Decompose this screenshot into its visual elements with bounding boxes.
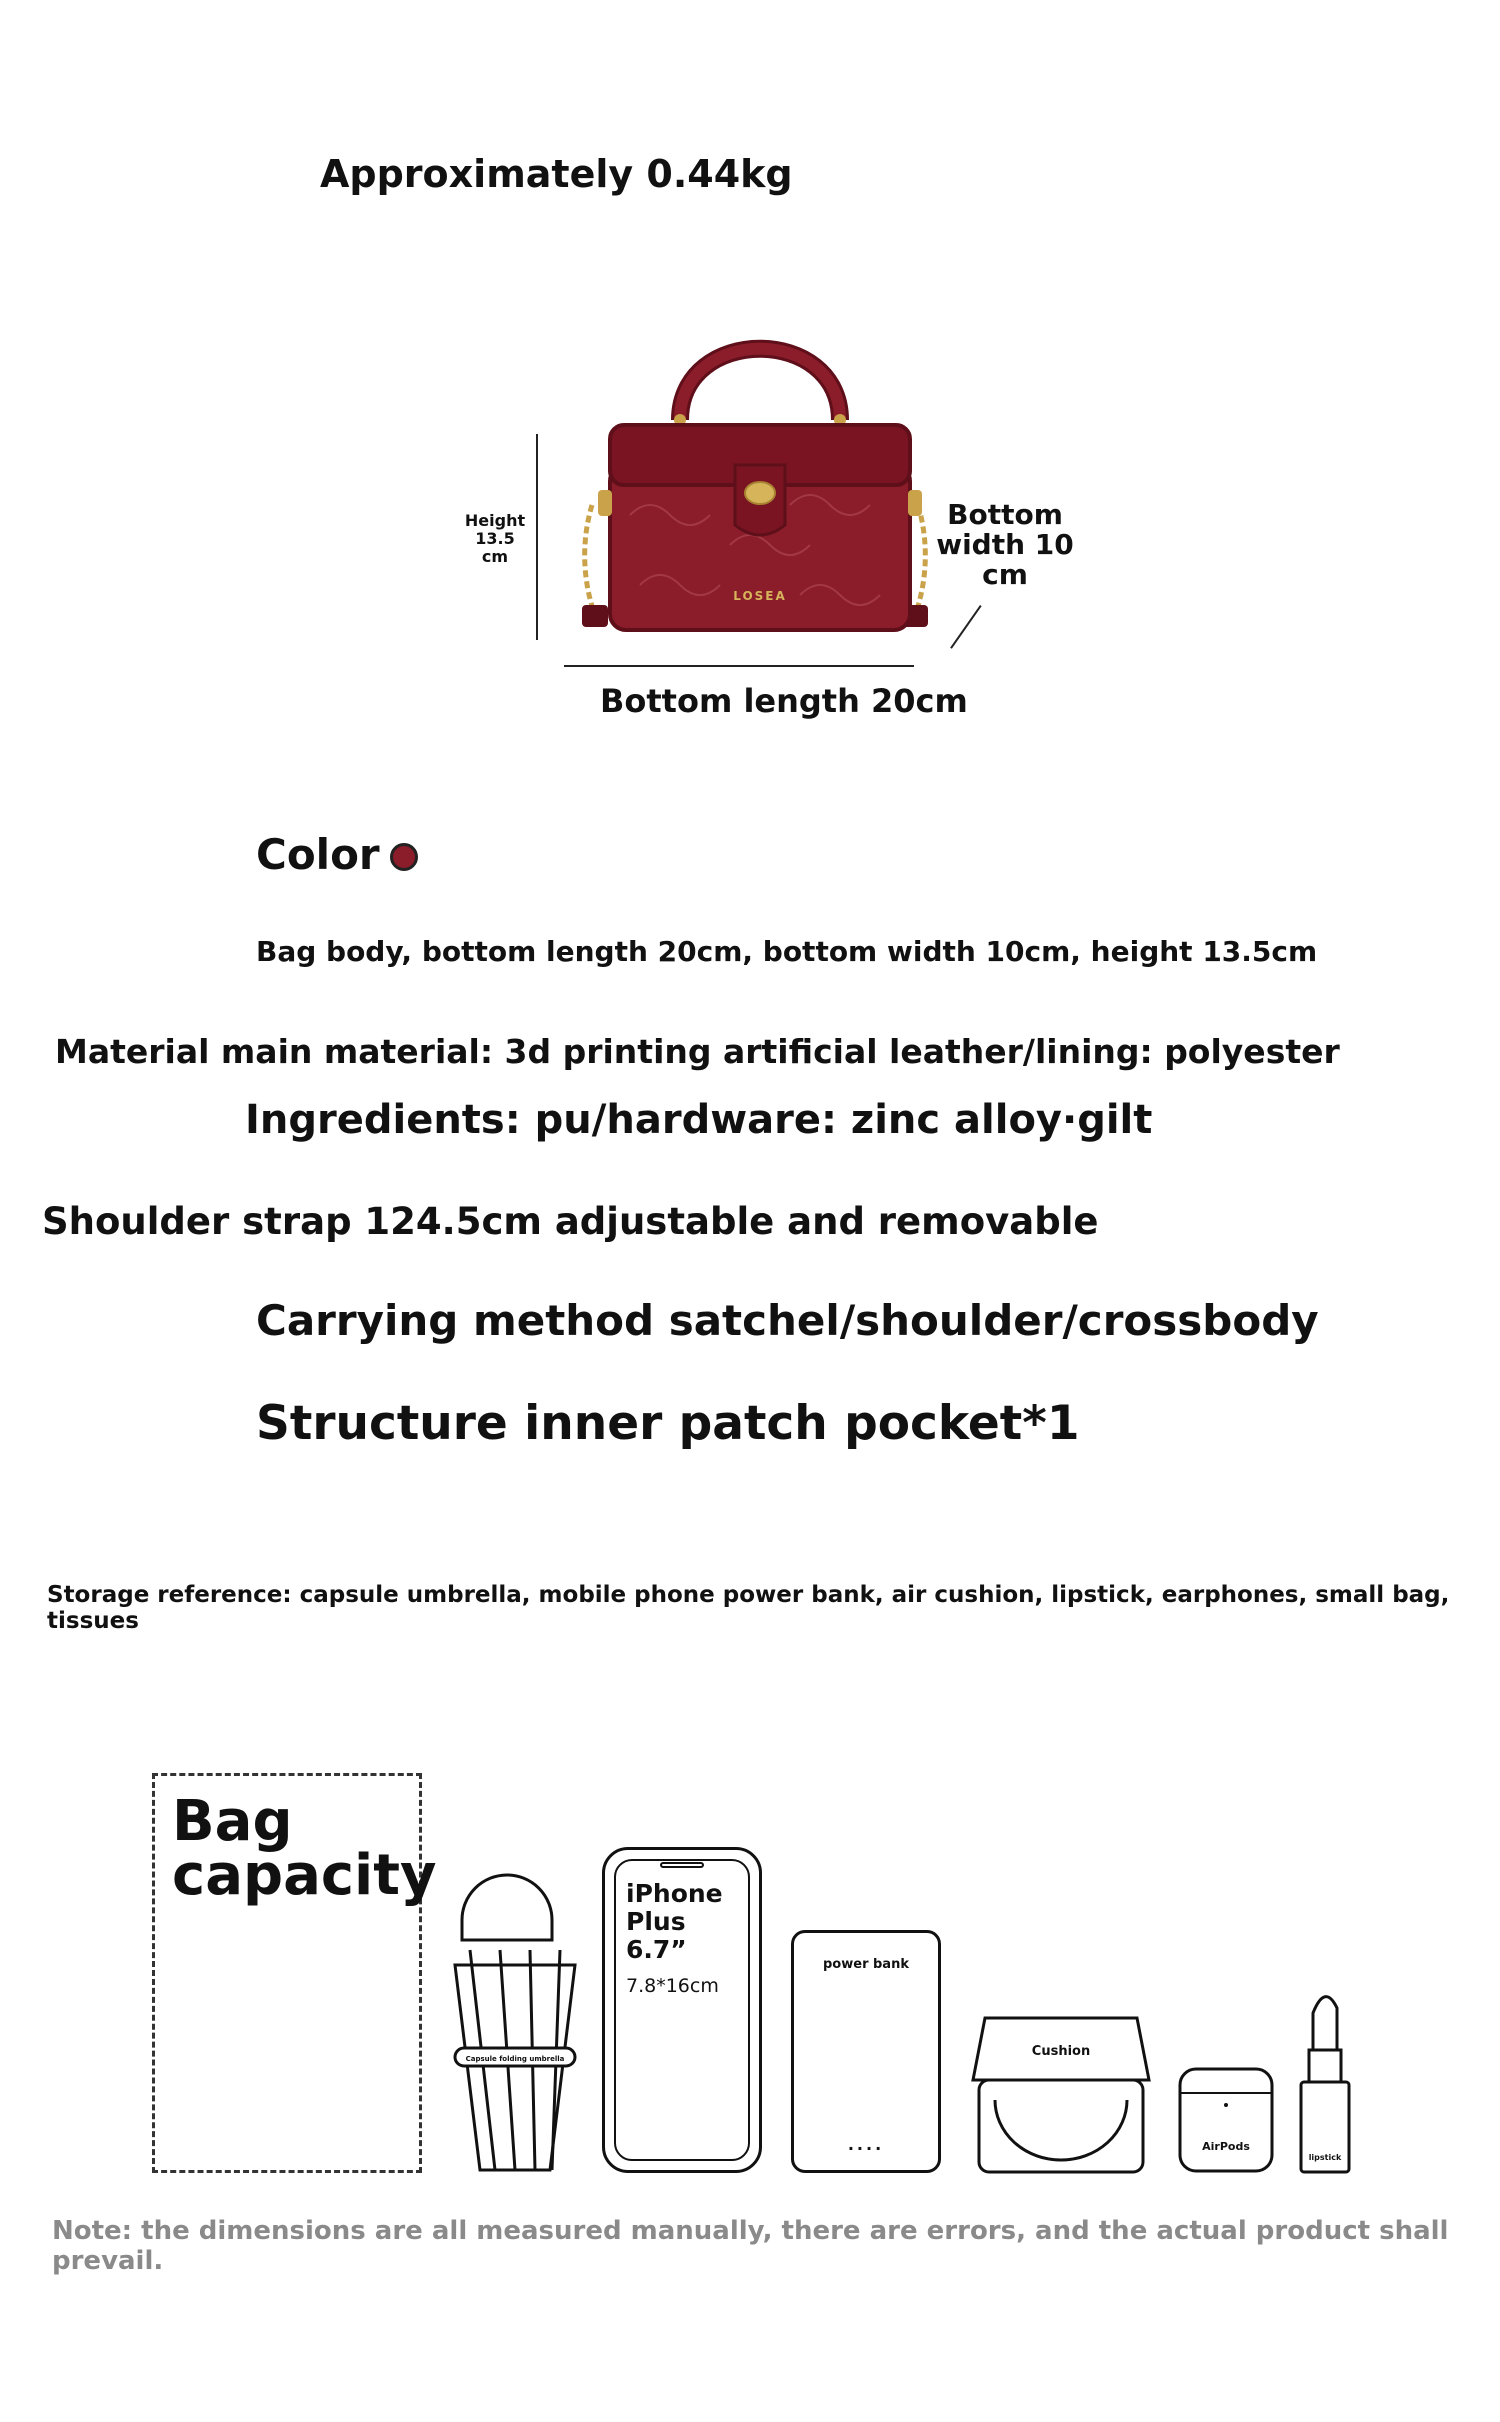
bottom-width-line	[950, 605, 981, 649]
power-bank-label: power bank	[823, 1957, 909, 1972]
lipstick-label: lipstick	[1308, 2153, 1342, 2162]
weight-heading: Approximately 0.44kg	[320, 152, 793, 196]
umbrella-label: Capsule folding umbrella	[465, 2055, 565, 2063]
spec-carrying: Carrying method satchel/shoulder/crossbody	[256, 1296, 1319, 1345]
color-swatch[interactable]	[390, 843, 418, 871]
phone-speaker	[660, 1862, 704, 1868]
bottom-width-label: Bottom width 10 cm	[936, 498, 1074, 591]
umbrella-icon	[440, 1870, 590, 2175]
spec-ingredients: Ingredients: pu/hardware: zinc alloy·gilt	[245, 1097, 1153, 1143]
cushion-icon	[965, 2010, 1157, 2175]
bottom-length-line	[564, 665, 914, 667]
bag-illustration	[570, 315, 950, 645]
spec-structure: Structure inner patch pocket*1	[256, 1396, 1080, 1451]
height-label: Height 13.5 cm	[464, 511, 526, 566]
color-label: Color	[256, 830, 380, 879]
airpods-label: AirPods	[1202, 2140, 1250, 2153]
spec-strap: Shoulder strap 124.5cm adjustable and removable	[42, 1200, 1099, 1243]
storage-reference: Storage reference: capsule umbrella, mobile phone power bank, air cushion, lipstick, earphones, small bag, tissues	[47, 1582, 1450, 1634]
bottom-length-label: Bottom length 20cm	[600, 682, 968, 720]
spec-body: Bag body, bottom length 20cm, bottom width 10cm, height 13.5cm	[256, 935, 1318, 968]
bag-capacity-title: Bag capacity	[172, 1789, 437, 1908]
lipstick-icon	[1295, 1988, 1355, 2175]
phone-name: iPhone Plus 6.7”	[626, 1879, 723, 1964]
phone-size: 7.8*16cm	[626, 1975, 719, 1997]
cushion-label: Cushion	[1031, 2044, 1091, 2059]
spec-material: Material main material: 3d printing artificial leather/lining: polyester	[55, 1032, 1340, 1071]
bag-brand-text: LOSEA	[733, 589, 787, 603]
airpods-icon	[1176, 2065, 1276, 2175]
footer-note: Note: the dimensions are all measured manually, there are errors, and the actual product shall prevail.	[52, 2216, 1449, 2276]
power-bank-dots: ....	[847, 2135, 885, 2154]
height-line	[536, 434, 538, 640]
